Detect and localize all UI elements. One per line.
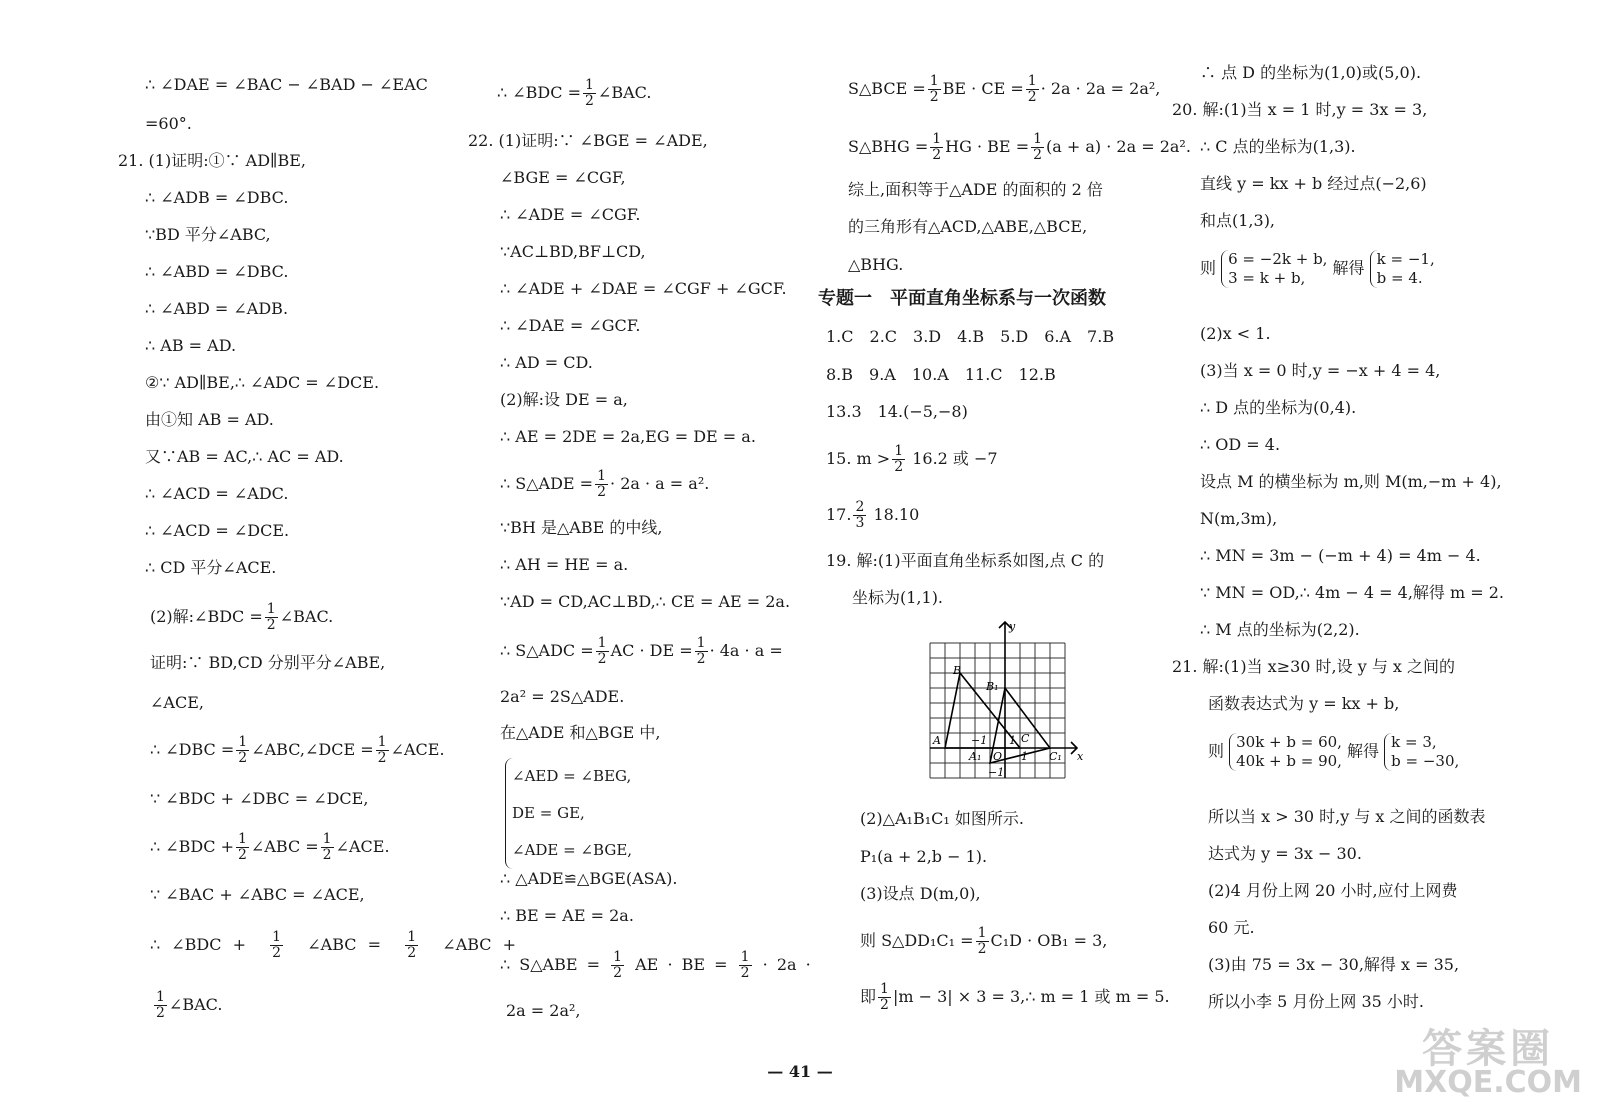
fraction: $\frac{1}{2}$	[156, 989, 165, 1021]
fraction: $\frac{1}{2}$	[1027, 73, 1037, 105]
line: ∴ MN = 3m − (−m + 4) = 4m − 4.	[1200, 546, 1481, 565]
line: 21. (1)证明:①∵ AD∥BE,	[118, 151, 306, 170]
line: 和点(1,3),	[1200, 211, 1276, 230]
line: ∴ ∠DAE = ∠GCF.	[500, 316, 641, 335]
line: 达式为 y = 3x − 30.	[1208, 844, 1362, 863]
line: ∴ ∠DAE = ∠BAC − ∠BAD − ∠EAC	[145, 75, 428, 94]
label-c1: C₁	[1049, 750, 1062, 763]
line: ∴ ∠ABD = ∠DBC.	[145, 262, 289, 281]
line: 13.3 14.(−5,−8)	[826, 402, 968, 421]
line: ∴ AE = 2DE = 2a,EG = DE = a.	[500, 427, 756, 446]
line: 则 6 = −2k + b, 3 = k + b, 解得 k = −1, b = 4.	[1200, 250, 1435, 287]
line: 22. (1)证明:∵ ∠BGE = ∠ADE,	[468, 131, 708, 150]
coordinate-grid-figure	[925, 618, 1090, 788]
equation-system: 6 = −2k + b, 3 = k + b,	[1221, 250, 1327, 288]
label-b1: B₁	[986, 680, 999, 693]
line: ∵BH 是△ABE 的中线,	[500, 518, 663, 537]
line: N(m,3m),	[1200, 509, 1278, 528]
line: 8.B 9.A 10.A 11.C 12.B	[826, 365, 1056, 384]
fraction: $\frac{1}{2}$	[322, 831, 332, 863]
line: ∴ ∠ADE = ∠CGF.	[500, 205, 641, 224]
tick-yneg1: −1	[988, 766, 1005, 779]
line: $\frac{1}{2}$ ∠BAC.	[156, 989, 223, 1021]
line: =60°.	[145, 114, 192, 133]
line: 2a² = 2S△ADE.	[500, 687, 625, 706]
fraction: $\frac{1}{2}$	[696, 635, 706, 667]
line: ∴ ∠BDC = $\frac{1}{2}$ ∠BAC.	[497, 77, 652, 109]
line: 直线 y = kx + b 经过点(−2,6)	[1200, 174, 1427, 193]
line: ∵ MN = OD,∴ 4m − 4 = 4,解得 m = 2.	[1200, 583, 1505, 602]
tick-x1b: 1	[1021, 750, 1028, 763]
line: ∵AC⊥BD,BF⊥CD,	[500, 242, 646, 261]
equation-system: 30k + b = 60, 40k + b = 90,	[1229, 733, 1342, 771]
line: ∠ACE,	[150, 693, 204, 712]
line: ∴ CD 平分∠ACE.	[145, 558, 277, 577]
line: 19. 解:(1)平面直角坐标系如图,点 C 的	[826, 551, 1105, 570]
line: 2a = 2a²,	[506, 1001, 581, 1020]
line: (3)设点 D(m,0),	[860, 884, 981, 903]
section-heading: 专题一 平面直角坐标系与一次函数	[818, 288, 1106, 309]
line: ∴ BE = AE = 2a.	[500, 906, 634, 925]
line: ∴ ∠ABD = ∠ADB.	[145, 299, 289, 318]
line: P₁(a + 2,b − 1).	[860, 847, 988, 866]
line: (2)△A₁B₁C₁ 如图所示.	[860, 809, 1024, 828]
label-b: B	[953, 664, 962, 677]
fraction: $\frac{1}{2}$	[266, 601, 276, 633]
line: ∴ ∠BDC + $\frac{1}{2}$ ∠ABC = $\frac{1}{2}$ ∠ABC +	[150, 929, 517, 961]
line: ∴ ∠ACD = ∠DCE.	[145, 521, 290, 540]
fraction: $\frac{1}{2}$	[932, 131, 942, 163]
line: 即 $\frac{1}{2}$ |m − 3| × 3 = 3,∴ m = 1 或 m = 5.	[860, 981, 1170, 1013]
line: 17. $\frac{2}{3}$ 18.10	[826, 499, 920, 531]
line: ∴ ∠DBC = $\frac{1}{2}$ ∠ABC,∠DCE = $\frac{1}{2}$ ∠ACE.	[150, 734, 445, 766]
line: 在△ADE 和△BGE 中,	[500, 723, 661, 742]
line: 坐标为(1,1).	[852, 588, 944, 607]
fraction: $\frac{1}{2}$	[613, 949, 623, 981]
watermark-logo: 答案圈 MXQE.COM	[1394, 1026, 1582, 1100]
line: ∴ ∠BDC + $\frac{1}{2}$ ∠ABC = $\frac{1}{2}$ ∠ACE.	[150, 831, 390, 863]
line: 所以当 x > 30 时,y 与 x 之间的函数表	[1208, 807, 1486, 826]
line: 15. m > $\frac{1}{2}$ 16.2 或 −7	[826, 443, 998, 475]
line: (2)4 月份上网 20 小时,应付上网费	[1208, 881, 1458, 900]
line: ∴ C 点的坐标为(1,3).	[1200, 137, 1356, 156]
line: ∠BGE = ∠CGF,	[500, 168, 626, 187]
line: 函数表达式为 y = kx + b,	[1208, 694, 1400, 713]
line: ∵AD = CD,AC⊥BD,∴ CE = AE = 2a.	[500, 592, 791, 611]
fraction: $\frac{1}{2}$	[585, 77, 594, 109]
line: △BHG.	[848, 255, 904, 274]
line: 设点 M 的横坐标为 m,则 M(m,−m + 4),	[1200, 472, 1502, 491]
line: 又∵AB = AC,∴ AC = AD.	[145, 447, 344, 466]
line: (2)解:∠BDC = $\frac{1}{2}$ ∠BAC.	[150, 601, 334, 633]
line: 则 S△DD₁C₁ = $\frac{1}{2}$ C₁D · OB₁ = 3,	[860, 925, 1108, 957]
line: ∴ AD = CD.	[500, 353, 593, 372]
line: ∴ ∠ADE + ∠DAE = ∠CGF + ∠GCF.	[500, 279, 787, 298]
line: 20. 解:(1)当 x = 1 时,y = 3x = 3,	[1172, 100, 1428, 119]
tick-xneg1: −1	[971, 734, 988, 747]
tick-x1: 1	[1009, 734, 1016, 747]
line: ∴ D 点的坐标为(0,4).	[1200, 398, 1357, 417]
line: 则 30k + b = 60, 40k + b = 90, 解得 k = 3, b = −30,	[1208, 733, 1460, 770]
brace-system: ∠AED = ∠BEG, DE = GE, ∠ADE = ∠BGE,	[505, 758, 632, 869]
fraction: $\frac{1}{2}$	[597, 635, 607, 667]
line: ∵ ∠BAC + ∠ABC = ∠ACE,	[150, 885, 365, 904]
line: 的三角形有△ACD,△ABE,△BCE,	[848, 217, 1088, 236]
line: ∴ OD = 4.	[1200, 435, 1281, 454]
line: (2)解:设 DE = a,	[500, 390, 628, 409]
line: 证明:∵ BD,CD 分别平分∠ABE,	[150, 653, 386, 672]
fraction: $\frac{2}{3}$	[855, 499, 865, 531]
line: ∴ S△ADE = $\frac{1}{2}$ · 2a · a = a².	[500, 468, 710, 500]
line: (3)由 75 = 3x − 30,解得 x = 35,	[1208, 955, 1460, 974]
label-a: A	[933, 734, 941, 747]
fraction: $\frac{1}{2}$	[740, 949, 750, 981]
fraction: $\frac{1}{2}$	[894, 443, 904, 475]
line: ∴ △ADE≌△BGE(ASA).	[500, 869, 678, 888]
line: 21. 解:(1)当 x≥30 时,设 y 与 x 之间的	[1172, 657, 1456, 676]
fraction: $\frac{1}{2}$	[977, 925, 987, 957]
fraction: $\frac{1}{2}$	[929, 73, 939, 105]
label-a1: A₁	[969, 750, 982, 763]
line: ∴ S△ADC = $\frac{1}{2}$ AC · DE = $\frac{1}{2}$ · 4a · a =	[500, 635, 783, 667]
solution-system: k = 3, b = −30,	[1384, 733, 1459, 771]
line: S△BHG = $\frac{1}{2}$ HG · BE = $\frac{1}{2}$ (a + a) · 2a = 2a².	[848, 131, 1191, 163]
line: 所以小李 5 月份上网 35 小时.	[1208, 992, 1424, 1011]
line: ∴ ∠ADB = ∠DBC.	[145, 188, 289, 207]
line: ∴ AH = HE = a.	[500, 555, 629, 574]
label-o: O	[993, 750, 1003, 763]
label-c: C	[1021, 732, 1030, 745]
fraction: $\frac{1}{2}$	[1033, 131, 1043, 163]
solution-system: k = −1, b = 4.	[1370, 250, 1435, 288]
fraction: $\frac{1}{2}$	[238, 831, 247, 863]
line: ∵ ∠BDC + ∠DBC = ∠DCE,	[150, 789, 369, 808]
line: (3)当 x = 0 时,y = −x + 4 = 4,	[1200, 361, 1441, 380]
fraction: $\frac{1}{2}$	[377, 734, 387, 766]
line: 1.C 2.C 3.D 4.B 5.D 6.A 7.B	[826, 327, 1115, 346]
line: ∴ ∠ACD = ∠ADC.	[145, 484, 289, 503]
line: ∴ AB = AD.	[145, 336, 237, 355]
line: 60 元.	[1208, 918, 1255, 937]
line: (2)x < 1.	[1200, 324, 1271, 343]
line: S△BCE = $\frac{1}{2}$ BE · CE = $\frac{1}{2}$ · 2a · 2a = 2a²,	[848, 73, 1161, 105]
line: 由①知 AB = AD.	[145, 410, 274, 429]
line: ②∵ AD∥BE,∴ ∠ADC = ∠DCE.	[145, 373, 380, 392]
page-number: — 41 —	[767, 1062, 833, 1081]
line: ∴ 点 D 的坐标为(1,0)或(5,0).	[1200, 63, 1422, 82]
fraction: $\frac{1}{2}$	[597, 468, 607, 500]
line: ∵BD 平分∠ABC,	[145, 225, 271, 244]
y-axis-label: y	[1009, 620, 1016, 633]
fraction: $\frac{1}{2}$	[407, 929, 417, 961]
line: 综上,面积等于△ADE 的面积的 2 倍	[848, 180, 1103, 199]
fraction: $\frac{1}{2}$	[880, 981, 889, 1013]
line: ∴ S△ABE = $\frac{1}{2}$ AE · BE = $\frac{1}{2}$ · 2a ·	[500, 949, 811, 981]
x-axis-label: x	[1077, 750, 1084, 763]
fraction: $\frac{1}{2}$	[238, 734, 248, 766]
fraction: $\frac{1}{2}$	[272, 929, 282, 961]
line: ∴ M 点的坐标为(2,2).	[1200, 620, 1360, 639]
